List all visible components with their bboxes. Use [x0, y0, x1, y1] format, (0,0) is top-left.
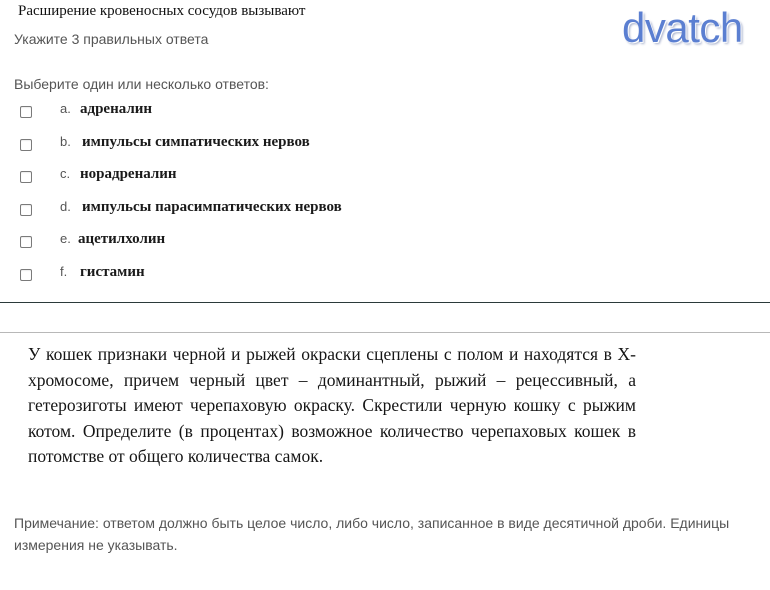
checkbox-b[interactable] — [20, 139, 32, 151]
answer-option-e[interactable] — [18, 228, 518, 261]
answer-option-b[interactable] — [18, 131, 518, 164]
question-1-title: Расширение кровеносных сосудов вызывают — [18, 3, 306, 19]
option-letter: f. — [60, 263, 68, 279]
option-letter: c. — [60, 166, 71, 181]
question-1-instruction: Укажите 3 правильных ответа — [14, 31, 209, 47]
option-letter: a. — [60, 101, 71, 116]
checkbox-c[interactable] — [20, 171, 32, 183]
question-divider-gap — [0, 303, 770, 333]
answer-options-list — [18, 98, 518, 293]
answer-prompt: Выберите один или несколько ответов: — [14, 76, 269, 92]
answer-option-f[interactable] — [18, 261, 518, 294]
question-divider-bottom — [0, 332, 770, 333]
option-text: импульсы парасимпатических нервов — [82, 198, 342, 215]
question-2-note: Примечание: ответом должно быть целое число, либо число, записанное в виде десятичной дроби. Единицы измерения не указывать. — [14, 515, 730, 553]
answer-option-d[interactable] — [18, 196, 518, 229]
option-letter: e. — [60, 231, 71, 246]
answer-option-a[interactable] — [18, 98, 518, 131]
checkbox-d[interactable] — [20, 204, 32, 216]
question-2-text: У кошек признаки черной и рыжей окраски сцеплены с полом и находятся в Х-хромосоме, причем черный цвет – доминантный, рыжий – рецессивный, а гетерозиготы имеют черепаховую окраску. Скрестили черную кошку с рыжим котом. Определите (в процентах) возможное количество черепаховых кошек в потомстве от общего количества самок. — [28, 344, 636, 466]
option-text: норадреналин — [80, 166, 177, 182]
option-letter: d. — [60, 198, 71, 214]
watermark-logo: dvatch — [622, 4, 743, 51]
option-text: адреналин — [80, 101, 153, 117]
answer-option-c[interactable] — [18, 163, 518, 196]
option-letter: b. — [60, 133, 71, 149]
checkbox-f[interactable] — [20, 269, 32, 281]
option-text: гистамин — [80, 263, 145, 280]
option-text: ацетилхолин — [78, 231, 166, 247]
checkbox-a[interactable] — [20, 106, 32, 118]
checkbox-e[interactable] — [20, 236, 32, 248]
option-text: импульсы симпатических нервов — [82, 133, 310, 150]
